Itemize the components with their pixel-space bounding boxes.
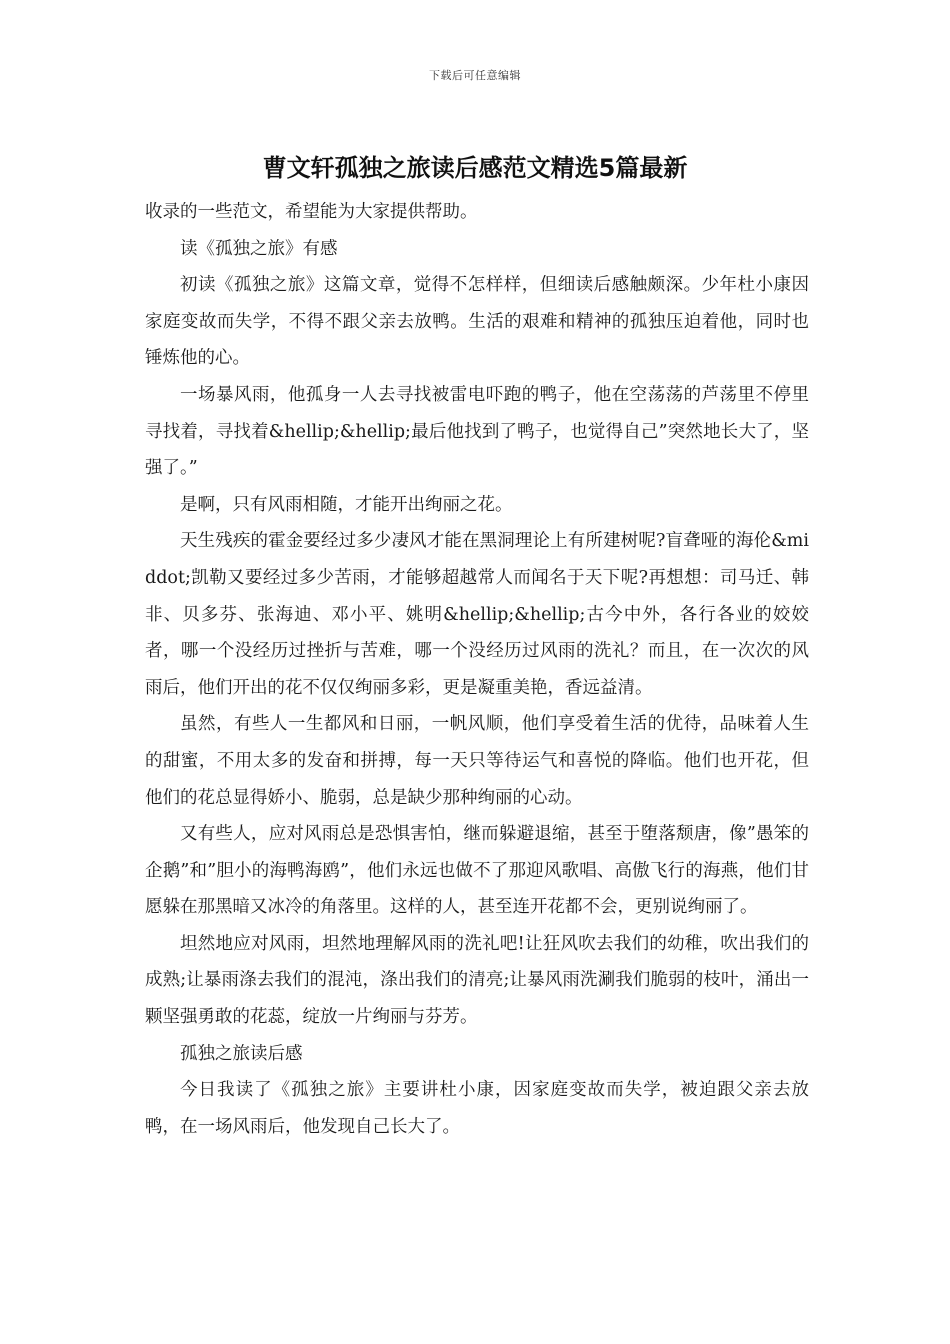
paragraph: 又有些人，应对风雨总是恐惧害怕，继而躲避退缩，甚至于堕落颓唐，像”愚笨的企鹅”和”胆小的海鸭海鸥”，他们永远也做不了那迎风歌唱、高傲飞行的海燕，他们甘愿躲在那黑暗又冰冷的角落里。这样的人，甚至连开花都不会，更别说绚丽了。 xyxy=(145,824,809,918)
paragraph: 是啊，只有风雨相随，才能开出绚丽之花。 xyxy=(180,494,513,515)
paragraph: 一场暴风雨，他孤身一人去寻找被雷电吓跑的鸭子，他在空荡荡的芦荡里不停里寻找着，寻找着&hellip;&hellip;最后他找到了鸭子，也觉得自己”突然地长大了，坚强了。” xyxy=(145,384,809,479)
section-heading-1: 读《孤独之旅》有感 xyxy=(180,238,338,259)
paragraph-intro: 收录的一些范文，希望能为大家提供帮助。 xyxy=(145,202,478,222)
paragraph: 虽然，有些人一生都风和日丽，一帆风顺，他们享受着生活的优待，品味着人生的甜蜜，不用太多的发奋和拼搏，每一天只等待运气和喜悦的降临。他们也开花，但他们的花总显得娇小、脆弱，总是缺少那种绚丽的心动。 xyxy=(145,714,809,808)
header-note: 下载后可任意编辑 xyxy=(429,69,521,82)
document-body xyxy=(145,194,809,1145)
paragraph: 坦然地应对风雨，坦然地理解风雨的洗礼吧!让狂风吹去我们的幼稚，吹出我们的成熟;让暴雨涤去我们的混沌，涤出我们的清亮;让暴风雨洗涮我们脆弱的枝叶，涌出一颗坚强勇敢的花蕊，绽放一片绚丽与芬芳。 xyxy=(145,933,809,1028)
document-title: 曹文轩孤独之旅读后感范文精选5篇最新 xyxy=(262,154,688,182)
paragraph: 今日我读了《孤独之旅》主要讲杜小康，因家庭变故而失学，被迫跟父亲去放鸭，在一场风雨后，他发现自己长大了。 xyxy=(145,1080,809,1137)
paragraph: 天生残疾的霍金要经过多少凄风才能在黑洞理论上有所建树呢?盲聋哑的海伦&middot;凯勒又要经过多少苦雨，才能够超越常人而闻名于天下呢?再想想：司马迁、韩非、贝多芬、张海迪、邓小平、姚明&hellip;&hellip;古今中外，各行各业的姣姣者，哪一个没经历过挫折与苦难，哪一个没经历过风雨的洗礼？而且，在一次次的风雨后，他们开出的花不仅仅绚丽多彩，更是凝重美艳，香远益清。 xyxy=(145,531,809,698)
paragraph: 初读《孤独之旅》这篇文章，觉得不怎样样，但细读后感触颇深。少年杜小康因家庭变故而失学，不得不跟父亲去放鸭。生活的艰难和精神的孤独压迫着他，同时也锤炼他的心。 xyxy=(145,275,809,369)
section-heading-2: 孤独之旅读后感 xyxy=(180,1043,303,1064)
